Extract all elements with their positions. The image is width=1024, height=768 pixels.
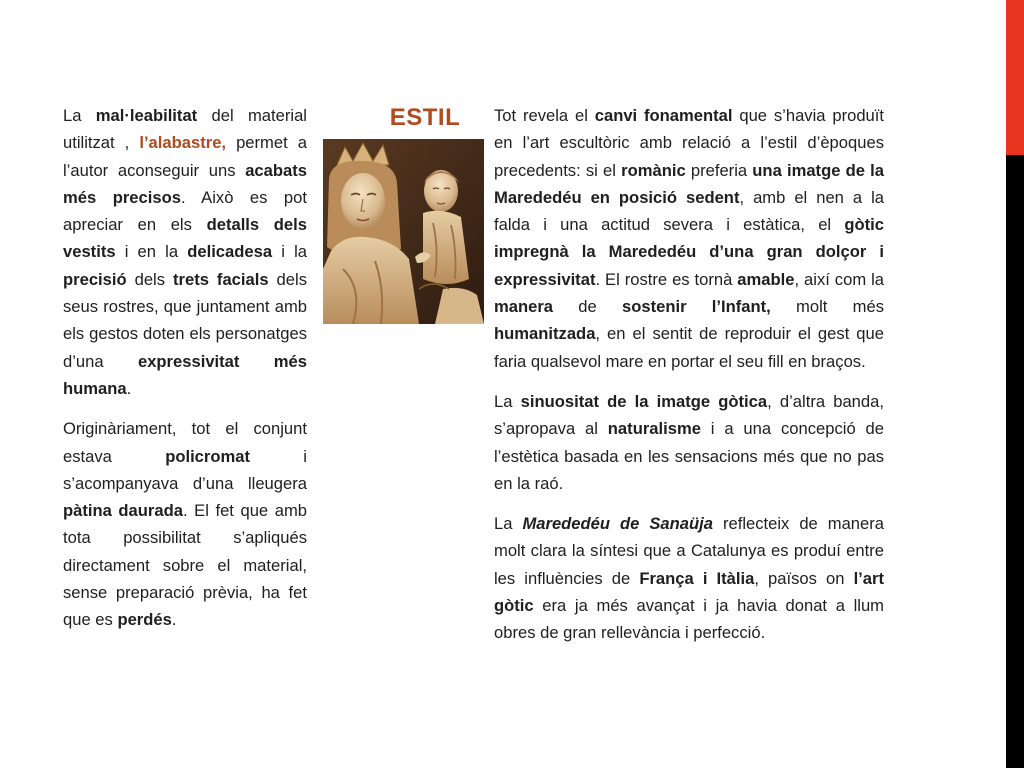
- bold-term: amable: [737, 269, 795, 289]
- text-run: i a una concepció de l’estètica basada en les sensacions més que no pas en la raó.: [494, 419, 884, 493]
- text-run: era ja més avançat i ja havia donat a llum obres de gran rellevància i perfecció.: [494, 596, 884, 643]
- edge-dark-bar: [1006, 155, 1024, 768]
- text-run: La: [63, 106, 96, 125]
- text-run: La: [494, 514, 523, 534]
- bold-term: expressivitat més humana: [63, 351, 307, 398]
- bold-term: delicadesa: [187, 242, 273, 262]
- bold-term: França i Itàlia: [639, 568, 755, 588]
- bold-term: pàtina daurada: [63, 501, 183, 521]
- text-run: .: [126, 378, 132, 398]
- bold-term: sinuositat de la imatge gòtica: [520, 391, 768, 411]
- text-run: , d’altra banda, s’apropava al: [494, 391, 884, 439]
- bold-term: canvi fonamental: [594, 106, 733, 125]
- right-text-column: [494, 102, 884, 660]
- text-run: reflecteix de manera molt clara la síntesi que a Catalunya es produí entre les influències de: [494, 514, 885, 588]
- text-run: La: [494, 391, 521, 411]
- text-run: que s’havia produït en l’art escultòric amb relació a l’estil d’èpoques precedents: si el: [494, 106, 884, 180]
- bold-term: l’art gòtic: [494, 568, 884, 616]
- bold-term: trets facials: [173, 269, 269, 289]
- accent-term: l’alabastre,: [139, 133, 227, 153]
- text-run: Originàriament, tot el conjunt estava: [63, 419, 307, 466]
- left-paragraph-2: [63, 415, 307, 633]
- text-run: , així com la: [794, 269, 884, 289]
- bold-term: una imatge de la Marededéu en posició sedent: [494, 160, 884, 207]
- text-run: , amb el nen a la falda i una actitud severa i estàtica, el: [494, 187, 885, 235]
- right-paragraph-2: [494, 388, 884, 497]
- text-run: dels: [126, 269, 173, 289]
- right-paragraph-3: [494, 510, 884, 646]
- text-run: . El rostre es tornà: [595, 269, 738, 289]
- text-run: i la: [272, 242, 307, 262]
- text-run: dels seus rostres, que juntament amb els gestos doten els personatges d’una: [63, 269, 307, 371]
- bold-term: policromat: [165, 446, 251, 466]
- left-paragraph-1: [63, 102, 307, 402]
- bold-term: naturalisme: [607, 419, 701, 439]
- text-run: Tot revela el: [494, 106, 595, 125]
- bold-term: manera: [494, 297, 554, 317]
- text-run: . El fet que amb tota possibilitat s’apliqués directament sobre el material, sense preparació prèvia, ha fet que es: [63, 501, 307, 630]
- slide-title: ESTIL: [389, 104, 461, 131]
- right-paragraph-1: [494, 102, 884, 375]
- left-text-column: [63, 102, 307, 647]
- bold-term: acabats més precisos: [63, 160, 307, 207]
- bold-term: mal·leabilitat: [95, 106, 198, 125]
- bold-term: humanitzada: [494, 324, 596, 344]
- text-run: i s’acompanyava d’una lleugera: [63, 446, 307, 493]
- edge-accent-bar: [1006, 0, 1024, 155]
- text-run: , en el sentit de reproduir el gest que faria qualsevol mare en portar el seu fill en braços.: [494, 324, 884, 371]
- bold-term: sostenir l’Infant,: [622, 297, 771, 317]
- text-run: del material utilitzat ,: [63, 106, 307, 153]
- text-run: .: [171, 610, 177, 630]
- bold-term: romànic: [621, 160, 686, 180]
- text-run: molt més: [770, 297, 884, 317]
- madonna-child-sculpture-photo: [323, 139, 484, 324]
- text-run: . Això es pot apreciar en els: [63, 187, 308, 235]
- text-run: preferia: [685, 160, 753, 180]
- text-run: i en la: [115, 242, 188, 262]
- bold-term: detalls dels vestits: [63, 215, 307, 262]
- bold-italic-term: Marededéu de Sanaüja: [522, 514, 713, 534]
- text-run: de: [553, 297, 622, 317]
- text-run: , països on: [754, 568, 854, 588]
- text-run: permet a l’autor aconseguir uns: [63, 133, 307, 180]
- bold-term: gòtic impregnà la Marededéu d’una gran dolçor i expressivitat: [494, 215, 884, 289]
- bold-term: perdés: [117, 610, 172, 630]
- bold-term: precisió: [63, 269, 127, 289]
